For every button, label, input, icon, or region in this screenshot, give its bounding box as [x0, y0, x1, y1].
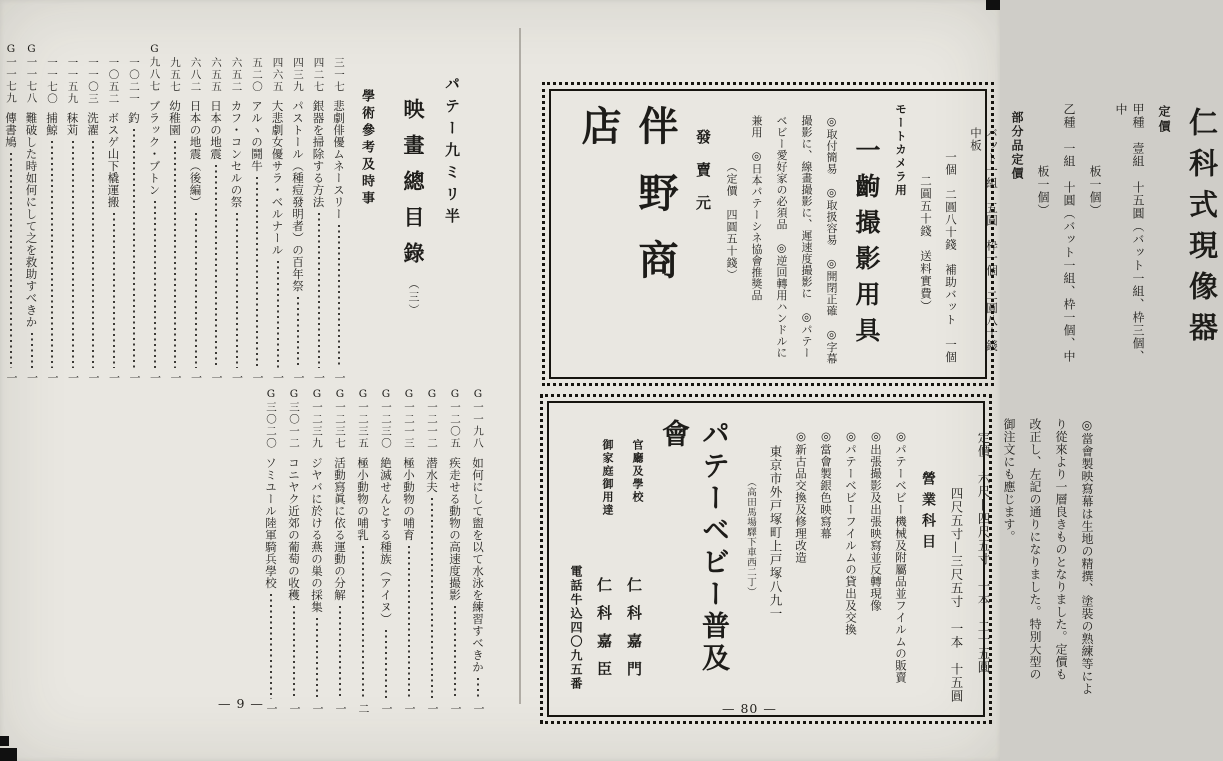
toc-entry — [263, 388, 279, 714]
film-title: ブラック・ブトン — [147, 99, 162, 196]
catalog-number: G一二一三 — [403, 388, 415, 450]
right-page-number: — 80 — — [722, 701, 777, 716]
ad-screen-price-line: 定價 六尺—四尺五寸 一本 二十五圓 — [976, 431, 991, 674]
ad-address-note: （高田馬場驛下車西二丁） — [745, 477, 756, 597]
reel-count: 一 — [5, 372, 18, 383]
film-title: 如何にして盥を以て水泳を練習すべきか — [471, 456, 485, 673]
scan-mark-top-right — [986, 0, 1000, 10]
toc-block-1 — [4, 43, 376, 383]
toc-entry — [309, 388, 325, 714]
ad-parts-line: 二圓五十錢 送料實費） — [919, 175, 933, 313]
reel-count: 一 — [333, 372, 346, 383]
ad-intro-line: 御注文にも應じます。 — [1002, 418, 1016, 543]
catalog-number: G一一七九 — [5, 43, 17, 105]
reel-count: 一 — [210, 372, 223, 383]
catalog-number: 一一五九 — [66, 57, 79, 105]
toc-entry — [188, 57, 204, 383]
ad-phone-number: 電話牛込四〇九五番 — [569, 565, 583, 691]
ad-service-line: ◎パテーベビーフイルムの貸出及交換 — [844, 429, 858, 636]
toc-entry — [355, 388, 371, 714]
catalog-number: G三〇一二 — [288, 388, 300, 450]
catalog-number: G一二三五 — [357, 388, 369, 450]
ad-product-name: 一齣撮影用具 — [852, 137, 881, 353]
catalog-number: 九五七 — [169, 57, 181, 93]
reel-count: 一 — [87, 372, 100, 383]
dotted-leader — [195, 213, 197, 368]
ad-grade-b-line: 板一個） — [1036, 165, 1050, 217]
dotted-leader — [113, 213, 115, 368]
film-title: 難破した時如何にして之を救助すべきか — [24, 111, 39, 328]
film-title: パストール（種痘發明者）の百年祭 — [291, 100, 305, 292]
reel-count: 二 — [357, 703, 370, 714]
reel-count: 一 — [380, 703, 393, 714]
ad-feature-line: ◎取付簡易 ◎取扱容易 ◎開閉正確 ◎字幕 — [825, 115, 838, 365]
ad-feature-line: ベビー愛好家の必須品 ◎逆回轉用ハンドルに — [775, 115, 788, 359]
toc-entry — [167, 57, 183, 383]
toc-entry — [290, 57, 306, 383]
ad-service-line: ◎新古品交換及修理改造 — [794, 429, 808, 564]
film-title: 傳書鳩 — [4, 111, 18, 148]
catalog-number: 一〇五二 — [107, 57, 120, 105]
page-gutter-line — [519, 28, 521, 704]
catalog-title-block — [398, 60, 463, 380]
toc-entry — [44, 57, 60, 383]
film-title: 秣苅 — [65, 112, 80, 136]
dotted-leader — [293, 606, 295, 700]
dotted-leader — [297, 297, 299, 368]
reel-count: 一 — [107, 372, 121, 383]
catalog-title-main: 映畫總目錄 — [401, 98, 426, 278]
toc-entry — [229, 57, 245, 383]
catalog-number: 一〇二一 — [128, 57, 140, 105]
reel-count: 一 — [25, 372, 39, 383]
ad-service-line: ◎出張撮影及出張映寫並反轉現像 — [869, 429, 883, 612]
dotted-leader — [431, 498, 433, 700]
film-title: 洗濯 — [86, 112, 100, 136]
catalog-number: 一一〇三 — [87, 57, 99, 105]
ad-grade-b-line: 乙種 一組 十圓（バット一組、枠一個、中 — [1062, 103, 1076, 363]
reel-count: 一 — [148, 372, 162, 383]
reel-count: 一 — [230, 372, 244, 383]
dotted-leader — [174, 141, 176, 368]
ad-feature-line: 撮影に、線畫撮影に、遲速度撮影に ◎パテー — [800, 115, 813, 359]
ad-service-line: ◎パテーベビー機械及附屬品並フイルムの販賣 — [894, 429, 908, 684]
ad-contact-2 — [594, 415, 615, 703]
film-title: 幼稚園 — [168, 100, 182, 136]
toc-section-header: 學術參考及時事 — [359, 89, 374, 208]
film-title: カフ・コンセルの祭 — [229, 100, 244, 208]
film-title: アルヽの鬪牛 — [250, 100, 264, 172]
ad-feature-line: 兼用 ◎日本パテーシネ協會推獎品 — [750, 115, 763, 301]
dotted-leader — [477, 678, 479, 700]
catalog-number: G一二三〇 — [380, 388, 392, 450]
reel-count: 一 — [128, 372, 141, 383]
dotted-leader — [256, 177, 258, 368]
dotted-leader — [215, 165, 217, 368]
toc-entry — [286, 388, 302, 714]
ad-services-header: 營業科目 — [920, 471, 936, 555]
catalog-number: G一二一二 — [426, 388, 438, 450]
catalog-number: G一二〇五 — [449, 388, 461, 450]
ad-contact-label: 御家庭御用達 — [601, 439, 614, 517]
reel-count: 一 — [288, 703, 301, 714]
reel-count: 一 — [169, 372, 182, 383]
reel-count: 一 — [292, 372, 305, 383]
ad-contact-label: 官廳及學校 — [631, 439, 644, 504]
dotted-leader — [454, 606, 456, 700]
catalog-number: 四二七 — [312, 57, 325, 93]
reel-count: 一 — [334, 703, 347, 714]
catalog-number: 四六五 — [271, 57, 284, 93]
dotted-leader — [270, 594, 272, 700]
left-page-number: — 9 — — [218, 696, 264, 711]
catalog-number: G一一七八 — [25, 43, 38, 105]
toc-entry — [378, 388, 394, 714]
ad-address: 東京市外戸塚町上戸塚八九一 — [768, 445, 783, 621]
ad-price-note: （定價 四圓五十錢） — [725, 161, 738, 281]
film-title: 捕鯨 — [45, 112, 59, 136]
toc-entry — [249, 57, 265, 383]
film-title: ソミユール陸軍騎兵學校 — [264, 456, 278, 589]
reel-count: 一 — [311, 703, 324, 714]
ad-contact-name: 仁科嘉臣 — [595, 577, 613, 689]
reel-count: 一 — [189, 372, 203, 383]
film-title: 釣 — [127, 112, 141, 124]
ad-seller-name: 伴野商店 — [575, 105, 679, 306]
toc-entry — [470, 388, 486, 714]
film-title: 悲劇俳優ムネースリー — [332, 100, 346, 220]
ad-parts-price-label: 部分品定價 — [1010, 111, 1024, 181]
ad-parts-line: 一個 二圓八十錢 補助バット 一個 — [944, 151, 958, 364]
toc-entry — [24, 43, 40, 383]
reel-count: 一 — [265, 703, 278, 714]
film-title: 疾走せる動物の高速度撮影 — [448, 456, 462, 601]
toc-entry — [311, 57, 327, 383]
catalog-title-main-col — [398, 60, 428, 380]
film-title: ジヤバに於ける燕の巣の採集 — [310, 456, 324, 613]
dotted-leader — [72, 141, 74, 368]
reel-count: 一 — [46, 372, 59, 383]
dotted-leader — [133, 129, 135, 368]
ad-grade-a-line: 板一個） — [1088, 165, 1102, 217]
film-title: 活動寫眞に依る運動の分解 — [333, 456, 347, 601]
catalog-title-series: パテー九ミリ半 — [443, 76, 461, 230]
toc-entry — [424, 388, 440, 714]
reel-count: 一 — [66, 372, 80, 383]
scan-mark-bottom-left-2 — [0, 748, 17, 761]
film-title: 絶滅せんとする種族（アイヌ） — [379, 456, 393, 625]
film-title: ボスゲ山下橇運搬 — [106, 112, 121, 208]
ad-usage-label: モートカメラ用 — [894, 103, 908, 198]
dotted-leader — [10, 153, 12, 369]
dotted-leader — [31, 333, 33, 369]
dotted-leader — [154, 201, 156, 369]
ad-screen-price-line: 四尺五寸—三尺五寸 一本 十五圓 — [949, 487, 964, 703]
dotted-leader — [277, 261, 279, 368]
toc-entry — [401, 388, 417, 714]
reel-count: 一 — [449, 703, 462, 714]
toc-entry — [147, 43, 163, 383]
toc-entry — [331, 57, 347, 383]
catalog-number: 五二〇 — [251, 57, 263, 93]
catalog-number: G一二三七 — [334, 388, 346, 450]
catalog-title-part-number: （三） — [407, 278, 420, 317]
toc-entry — [332, 388, 348, 714]
dotted-leader — [236, 213, 238, 368]
ad-nikashiki-developer — [549, 89, 1219, 379]
film-title: コニヤク近郊の葡萄の收穫 — [287, 456, 301, 601]
ad-organization-name: パテーベビー普及會 — [658, 419, 731, 675]
dotted-leader — [339, 606, 341, 700]
dotted-leader — [92, 141, 94, 368]
dotted-leader — [316, 618, 318, 700]
reel-count: 一 — [312, 372, 326, 383]
ad-parts-line: バット一組 五圓 枠一個 二圓八十錢 中板 — [969, 127, 999, 365]
ad-grade-a-line: 甲種 壹組 十五圓（バット一組、枠三個、中 — [1114, 103, 1145, 363]
ad-contact-1 — [624, 415, 645, 703]
ad-intro-line: り從來より一層良きものとなりました。定價も — [1054, 418, 1068, 681]
reel-count: 一 — [271, 372, 285, 383]
film-title: 銀器を掃除する方法 — [311, 100, 326, 208]
film-title: 日本の地震 — [209, 100, 223, 160]
catalog-number: G三〇二〇 — [265, 388, 277, 450]
reel-count: 一 — [403, 703, 416, 714]
toc-block-2 — [264, 388, 486, 714]
dotted-leader — [338, 225, 340, 368]
catalog-number: 六五五 — [210, 57, 222, 93]
toc-entry — [208, 57, 224, 383]
ad-seller-label: 發賣元 — [694, 129, 712, 228]
ad-pathe-baby-fukyukai — [547, 401, 1094, 717]
catalog-number: 一一七〇 — [46, 57, 58, 105]
film-title: 日本の地震（後編） — [188, 100, 203, 208]
reel-count: 一 — [251, 372, 264, 383]
catalog-number: 六八二 — [189, 57, 202, 93]
ad-intro-line: ◎當會製映寫幕は生地の精撰、塗裝の熟練等によ — [1080, 418, 1094, 695]
ad-headline: 仁科式現像器 — [1185, 107, 1219, 353]
toc-entry — [65, 57, 81, 383]
ad-intro-line: 改正し、左記の通りになりました。特別大型の — [1028, 418, 1042, 681]
reel-count: 一 — [426, 703, 439, 714]
film-title: 極小動物の哺乳 — [356, 456, 370, 541]
ad-price-label: 定價 — [1157, 105, 1171, 135]
catalog-number: G九八七 — [148, 43, 161, 93]
catalog-number: 三一七 — [333, 57, 345, 93]
toc-entry — [447, 388, 463, 714]
film-title: 極小動物の哺育 — [402, 456, 416, 541]
dotted-leader — [385, 630, 387, 700]
dotted-leader — [51, 141, 53, 368]
ad-service-line: ◎當會製銀色映寫幕 — [819, 429, 833, 540]
catalog-number: G一二三九 — [311, 388, 323, 450]
toc-entry — [126, 57, 142, 383]
toc-entry — [85, 57, 101, 383]
film-title: 大悲劇女優サラ・ベルナール — [270, 100, 285, 256]
catalog-number: 六五二 — [230, 57, 243, 93]
ad-contact-name: 仁科嘉門 — [625, 577, 643, 689]
catalog-number: 四三九 — [292, 57, 304, 93]
toc-entry — [3, 43, 19, 383]
scan-mark-bottom-left-1 — [0, 736, 9, 746]
dotted-leader — [362, 546, 364, 700]
dotted-leader — [318, 213, 320, 368]
film-title: 潜水夫 — [425, 456, 439, 493]
dotted-leader — [408, 546, 410, 700]
reel-count: 一 — [472, 703, 485, 714]
toc-entry — [270, 57, 286, 383]
catalog-number: G一一九八 — [472, 388, 484, 450]
toc-entry — [106, 57, 122, 383]
